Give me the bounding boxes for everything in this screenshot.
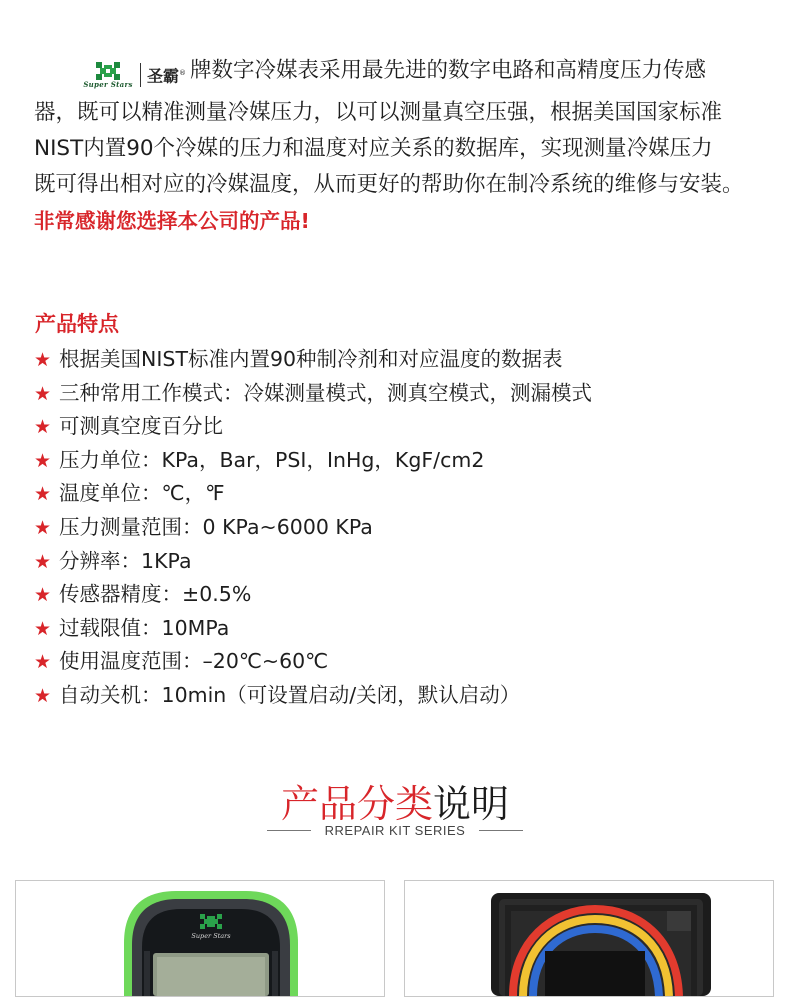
feature-item [34, 343, 592, 377]
intro-block [34, 53, 764, 239]
feature-text: 过载限值：10MPa [59, 615, 230, 640]
product-card-gauge[interactable] [15, 880, 385, 997]
feature-text: 压力测量范围：0 KPa~6000 KPa [59, 514, 373, 539]
feature-text: 自动关机：10min（可设置启动/关闭，默认启动） [59, 682, 521, 707]
star-icon: ★ [34, 449, 52, 472]
star-icon: ★ [34, 483, 52, 506]
intro-line-4: 既可得出相对应的冷媒温度，从而更好的帮助你在制冷系统的维修与安装。 [34, 171, 744, 197]
star-icon: ★ [34, 516, 52, 539]
feature-item [34, 612, 592, 646]
brand-name-text: 圣霸 [147, 66, 180, 86]
star-icon: ★ [34, 617, 52, 640]
feature-text: 温度单位：℃，℉ [59, 481, 225, 506]
feature-item [34, 578, 592, 612]
section-title-dark: 说明 [433, 782, 510, 826]
section-subtitle: RREPAIR KIT SERIES [324, 823, 466, 838]
star-icon: ★ [34, 684, 52, 707]
features-list [34, 343, 592, 713]
feature-text: 根据美国NIST标准内置90种制冷剂和对应温度的数据表 [59, 347, 563, 371]
feature-text: 压力单位：KPa，Bar，PSI，InHg，KgF/cm2 [59, 447, 485, 472]
registered-mark: ® [179, 69, 187, 78]
intro-line-3: NIST内置90个冷媒的压力和温度对应关系的数据库，实现测量冷媒压力 [34, 135, 713, 161]
feature-item [34, 377, 592, 411]
divider-right [479, 830, 523, 831]
feature-item [34, 679, 592, 713]
section-subtitle-row [0, 823, 790, 838]
star-icon: ★ [34, 416, 52, 439]
star-icon: ★ [34, 550, 52, 573]
feature-text: 传感器精度：±0.5% [59, 582, 252, 607]
feature-text: 三种常用工作模式：冷媒测量模式，测真空模式，测漏模式 [59, 380, 593, 405]
feature-item [34, 545, 592, 579]
feature-item [34, 645, 592, 679]
star-icon: ★ [34, 382, 52, 405]
features-title: 产品特点 [35, 312, 119, 336]
thanks-text: 非常感谢您选择本公司的产品! [34, 208, 310, 233]
brand-name [147, 55, 186, 94]
digital-gauge-image [16, 881, 384, 996]
star-icon: ★ [34, 651, 52, 674]
logo-emblem-icon [93, 61, 123, 81]
star-icon: ★ [34, 349, 52, 371]
feature-item [34, 477, 592, 511]
feature-text: 使用温度范围：–20℃~60℃ [59, 649, 329, 674]
feature-text: 可测真空度百分比 [59, 414, 224, 439]
section-title [0, 780, 790, 828]
logo-divider [140, 63, 141, 87]
logo-mark [80, 61, 136, 89]
intro-line-2: 器，既可以精准测量冷媒压力，以可以测量真空压强，根据美国国家标准 [34, 99, 723, 125]
feature-item [34, 444, 592, 478]
brand-logo [80, 55, 186, 94]
gauge-logo-text: Super Stars [191, 932, 231, 940]
carry-case-image [405, 881, 773, 996]
feature-item [34, 511, 592, 545]
star-icon: ★ [34, 584, 52, 607]
section-title-red: 产品分类 [280, 782, 433, 826]
product-card-case[interactable] [404, 880, 774, 997]
logo-subtext: Super Stars [83, 80, 133, 89]
feature-item [34, 410, 592, 444]
intro-text-1: 牌数字冷媒表采用最先进的数字电路和高精度压力传感 [190, 58, 707, 83]
intro-line-1 [34, 53, 764, 95]
divider-left [267, 830, 311, 831]
feature-text: 分辨率：1KPa [59, 548, 192, 573]
